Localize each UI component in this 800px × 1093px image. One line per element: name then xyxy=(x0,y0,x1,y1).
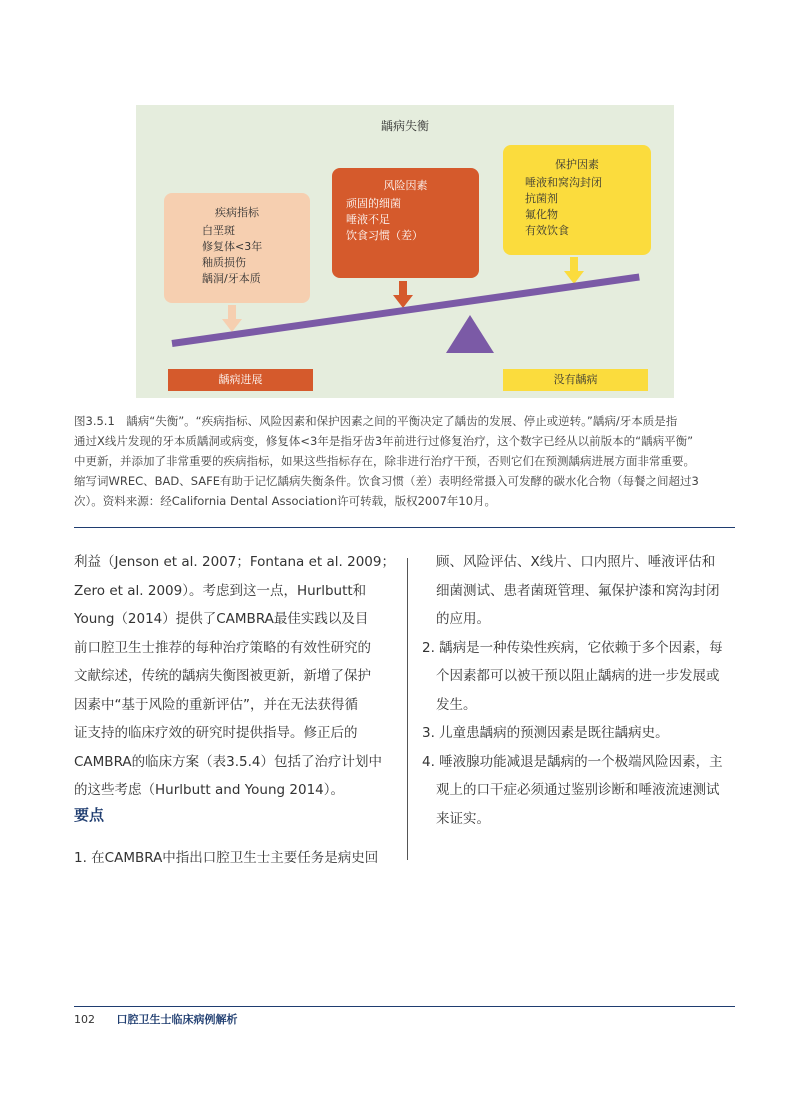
body-line: 利益（Jenson et al. 2007；Fontana et al. 2009； xyxy=(74,554,395,570)
body-line: 来证实。 xyxy=(436,810,490,827)
figure-caption xyxy=(74,411,734,511)
body-line: 前口腔卫生士推荐的每种治疗策略的有效性研究的 xyxy=(74,639,371,656)
protect-item: 有效饮食 xyxy=(525,224,569,237)
disease-indicators-box xyxy=(164,193,310,303)
caption-divider xyxy=(74,527,735,528)
body-line: Young（2014）提供了CAMBRA最佳实践以及目 xyxy=(74,611,369,627)
body-line: 的应用。 xyxy=(436,611,490,627)
key-point-4 xyxy=(422,748,740,834)
caries-progression-label: 龋病进展 xyxy=(168,369,313,391)
figure-title: 龋病失衡 xyxy=(380,119,429,133)
body-line: 观上的口干症必须通过鉴别诊断和唾液流速测试 xyxy=(436,782,720,798)
caption-line: 缩写词WREC、BAD、SAFE有助于记忆龋病失衡条件。饮食习惯（差）表明经常摄入可发酵的碳水化合物（每餐之间超过3 xyxy=(74,474,699,488)
body-line: 发生。 xyxy=(436,696,477,713)
caption-line: 次）。资料来源：经California Dental Association许可转载，版权2007年10月。 xyxy=(74,494,497,508)
body-line: 因素中“基于风险的重新评估”，并在无法获得循 xyxy=(74,696,358,713)
no-caries-label: 没有龋病 xyxy=(503,369,648,391)
disease-item: 釉质损伤 xyxy=(202,256,246,269)
risk-item: 唾液不足 xyxy=(346,213,390,226)
book-title: 口腔卫生士临床病例解析 xyxy=(116,1013,238,1026)
risk-item: 顽固的细菌 xyxy=(346,197,401,210)
risk-item: 饮食习惯（差） xyxy=(346,229,423,242)
key-point-3 xyxy=(422,719,740,748)
disease-indicators-title: 疾病指标 xyxy=(215,206,259,219)
body-line: 证支持的临床疗效的研究时提供指导。修正后的 xyxy=(74,725,358,741)
caption-line: 图3.5.1 龋病“失衡”。“疾病指标、风险因素和保护因素之间的平衡决定了龋齿的发展、停止或逆转。”龋病/牙本质是指 xyxy=(74,414,678,428)
key-point-2 xyxy=(422,634,740,720)
caries-balance-figure xyxy=(136,105,674,398)
protective-factors-title: 保护因素 xyxy=(555,158,599,171)
body-line: 2. 龋病是一种传染性疾病，它依赖于多个因素，每 xyxy=(422,639,723,656)
body-line: 文献综述，传统的龋病失衡图被更新，新增了保护 xyxy=(74,668,371,684)
body-line: 细菌测试、患者菌斑管理、氟保护漆和窝沟封闭 xyxy=(436,582,720,599)
disease-item: 白垩斑 xyxy=(202,224,235,237)
disease-item: 修复体<3年 xyxy=(202,240,263,253)
left-column-text xyxy=(74,548,396,805)
risk-factors-title: 风险因素 xyxy=(383,179,428,192)
body-line: 的这些考虑（Hurlbutt and Young 2014）。 xyxy=(74,782,344,798)
protect-item: 唾液和窝沟封闭 xyxy=(525,176,602,189)
protective-factors-box xyxy=(503,145,651,255)
key-point-1: 1. 在CAMBRA中指出口腔卫生士主要任务是病史回 xyxy=(74,850,379,866)
body-line: 个因素都可以被干预以阻止龋病的进一步发展或 xyxy=(436,668,720,684)
footer-divider xyxy=(74,1006,735,1007)
body-line: Zero et al. 2009）。考虑到这一点，Hurlbutt和 xyxy=(74,582,367,599)
body-line: 3. 儿童患龋病的预测因素是既往龋病史。 xyxy=(422,725,669,741)
page-number: 102 xyxy=(74,1013,95,1026)
fulcrum-icon xyxy=(446,315,494,353)
caption-line: 通过X线片发现的牙本质龋洞或病变，修复体<3年是指牙齿3年前进行过修复治疗，这个数字已经从以前版本的“龋病平衡” xyxy=(74,434,694,448)
disease-item: 龋洞/牙本质 xyxy=(202,272,261,285)
body-line: 4. 唾液腺功能减退是龋病的一个极端风险因素，主 xyxy=(422,753,723,770)
right-column-text xyxy=(422,548,740,833)
body-line: 顾、风险评估、X线片、口内照片、唾液评估和 xyxy=(436,554,716,570)
body-line: CAMBRA的临床方案（表3.5.4）包括了治疗计划中 xyxy=(74,753,382,770)
protect-item: 抗菌剂 xyxy=(525,192,558,205)
risk-factors-box xyxy=(332,168,479,278)
risk-arrow-icon xyxy=(393,281,413,309)
column-divider xyxy=(407,558,408,860)
key-points-heading: 要点 xyxy=(74,806,105,824)
page-footer xyxy=(74,1011,238,1027)
protect-item: 氟化物 xyxy=(525,208,558,221)
caption-line: 中更新，并添加了非常重要的疾病指标，如果这些指标存在，除非进行治疗干预，否则它们在预测龋病进展方面非常重要。 xyxy=(74,454,695,468)
disease-arrow-icon xyxy=(222,305,242,333)
key-point-1-continued xyxy=(422,548,740,634)
